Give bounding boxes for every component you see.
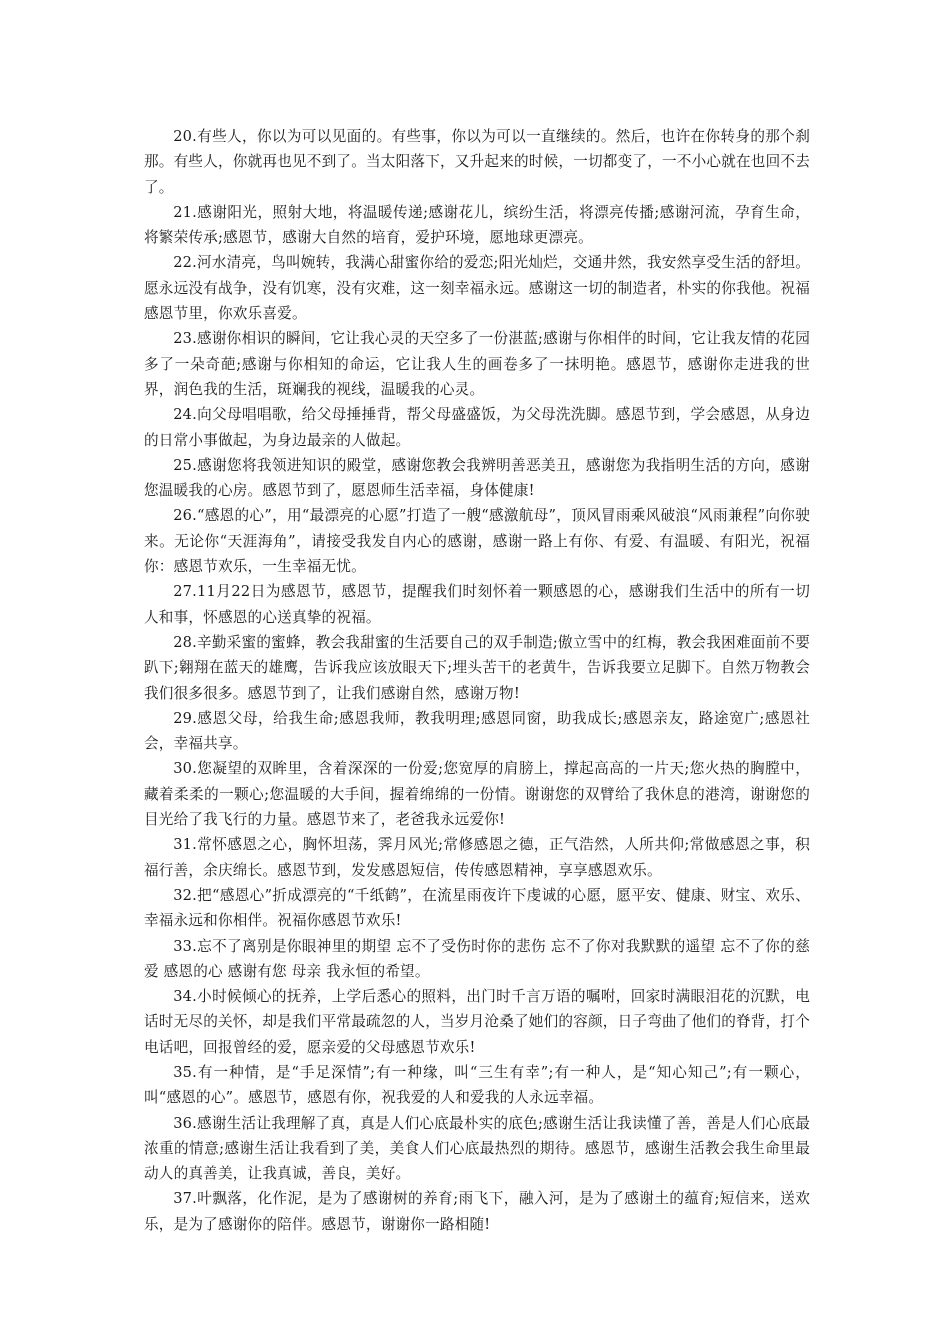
paragraph-34: 34.小时候倾心的抚养，上学后悉心的照料，出门时千言万语的嘱咐，回家时满眼泪花的沉默，电话时无尽的关怀，却是我们平常最疏忽的人，当岁月沧桑了她们的容颜，日子弯曲了他们的脊背，打个电话吧，回报曾经的爱，愿亲爱的父母感恩节欢乐!: [144, 988, 810, 1056]
paragraph-26: 26.“感恩的心”，用“最漂亮的心愿”打造了一艘“感激航母”，顶风冒雨乘风破浪“风雨兼程”向你驶来。无论你“天涯海角”，请接受我发自内心的感谢，感谢一路上有你、有爱、有温暖、有阳光，祝福你：感恩节欢乐，一生幸福无忧。: [144, 507, 810, 576]
paragraph-36: 36.感谢生活让我理解了真，真是人们心底最朴实的底色;感谢生活让我读懂了善，善是人们心底最浓重的情意;感谢生活让我看到了美，美食人们心底最热烈的期待。感恩节，感谢生活教会我生命里最动人的真善美，让我真诚，善良，美好。: [144, 1114, 810, 1183]
paragraph-32: 32.把“感恩心”折成漂亮的“千纸鹤”，在流星雨夜许下虔诚的心愿，愿平安、健康、财宝、欢乐、幸福永远和你相伴。祝福你感恩节欢乐!: [144, 886, 810, 930]
paragraph-30: 30.您凝望的双眸里，含着深深的一份爱;您宽厚的肩膀上，撑起高高的一片天;您火热的胸膛中，藏着柔柔的一颗心;您温暖的大手间，握着绵绵的一份情。谢谢您的双臂给了我休息的港湾，谢谢您的目光给了我飞行的力量。感恩节来了，老爸我永远爱你!: [144, 760, 810, 829]
paragraph-35: 35.有一种情，是“手足深情”;有一种缘，叫“三生有幸”;有一种人，是“知心知己”;有一颗心，叫“感恩的心”。感恩节，感恩有你，祝我爱的人和爱我的人永远幸福。: [144, 1063, 810, 1107]
paragraph-33: 33.忘不了离别是你眼神里的期望 忘不了受伤时你的悲伤 忘不了你对我默默的遥望 忘不了你的慈爱 感恩的心 感谢有您 母亲 我永恒的希望。: [144, 937, 810, 980]
paragraph-27: 27.11月22日为感恩节，感恩节，提醒我们时刻怀着一颗感恩的心，感谢我们生活中的所有一切人和事，怀感恩的心送真挚的祝福。: [144, 583, 810, 626]
paragraph-31: 31.常怀感恩之心，胸怀坦荡，霁月风光;常修感恩之德，正气浩然，人所共仰;常做感恩之事，积福行善，余庆绵长。感恩节到，发发感恩短信，传传感恩精神，享享感恩欢乐。: [144, 836, 810, 879]
paragraph-25: 25.感谢您将我领进知识的殿堂，感谢您教会我辨明善恶美丑，感谢您为我指明生活的方向，感谢您温暖我的心房。感恩节到了，愿恩师生活幸福，身体健康!: [144, 456, 810, 500]
paragraph-24: 24.向父母唱唱歌，给父母捶捶背，帮父母盛盛饭，为父母洗洗脚。感恩节到，学会感恩，从身边的日常小事做起，为身边最亲的人做起。: [144, 406, 810, 449]
paragraph-23: 23.感谢你相识的瞬间，它让我心灵的天空多了一份湛蓝;感谢与你相伴的时间，它让我友情的花园多了一朵奇葩;感谢与你相知的命运，它让我人生的画卷多了一抹明艳。感恩节，感谢你走进我的世界，润色我的生活，斑斓我的视线，温暖我的心灵。: [144, 330, 810, 398]
paragraph-28: 28.辛勤采蜜的蜜蜂，教会我甜蜜的生活要自己的双手制造;傲立雪中的红梅，教会我困难面前不要趴下;翱翔在蓝天的雄鹰，告诉我应该放眼天下;埋头苦干的老黄牛，告诉我要立足脚下。自然万物教会我们很多很多。感恩节到了，让我们感谢自然，感谢万物!: [144, 633, 810, 702]
paragraph-37: 37.叶飘落，化作泥，是为了感谢树的养育;雨飞下，融入河，是为了感谢土的蕴育;短信来，送欢乐，是为了感谢你的陪伴。感恩节，谢谢你一路相随!: [144, 1190, 810, 1233]
paragraph-21: 21.感谢阳光，照射大地，将温暖传递;感谢花儿，缤纷生活，将漂亮传播;感谢河流，孕育生命，将繁荣传承;感恩节，感谢大自然的培育，爱护环境，愿地球更漂亮。: [144, 203, 810, 247]
paragraph-22: 22.河水清亮，鸟叫婉转，我满心甜蜜你给的爱恋;阳光灿烂，交通井然，我安然享受生活的舒坦。愿永远没有战争，没有饥寒，没有灾难，这一刻幸福永远。感谢这一切的制造者，朴实的你我他。祝福感恩节里，你欢乐喜爱。: [144, 254, 810, 323]
document-body: [144, 124, 810, 1237]
paragraph-29: 29.感恩父母，给我生命;感恩我师，教我明理;感恩同窗，助我成长;感恩亲友，路途宽广;感恩社会，幸福共享。: [144, 709, 810, 753]
paragraph-20: 20.有些人，你以为可以见面的。有些事，你以为可以一直继续的。然后，也许在你转身的那个刹那。有些人，你就再也见不到了。当太阳落下，又升起来的时候，一切都变了，一不小心就在也回不去了。: [144, 128, 810, 196]
